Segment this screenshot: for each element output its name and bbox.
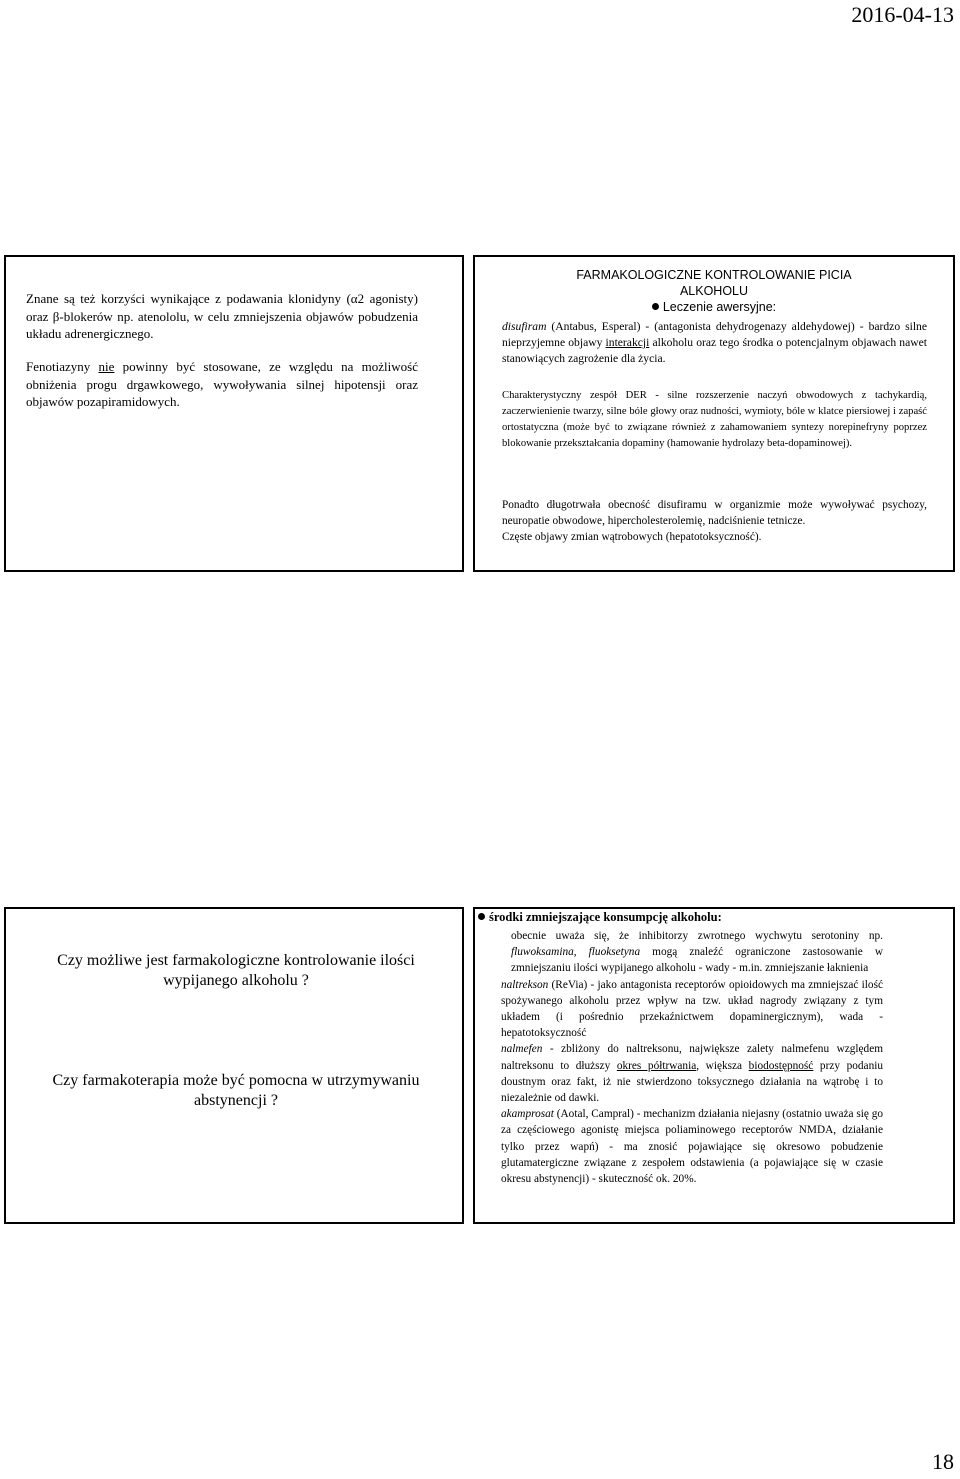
disulfiram-text-start: (Antabus, Esperal) - (antagonista dehydrogenazy aldehydowej) - bardzo silne nieprzyjemne objawy <box>502 320 927 349</box>
phenothiazines-text-start: Fenotiazyny <box>26 359 99 374</box>
nalmefene-text-mid: , większa <box>696 1059 749 1072</box>
nalmefene-text-start: - zbliżony do naltreksonu, największe zalety nalmefenu względem naltreksonu to dłuższy <box>501 1043 883 1072</box>
aversive-treatment-bullet <box>475 299 953 315</box>
print-date: 2016-04-13 <box>851 2 954 27</box>
naltrexone-paragraph <box>501 977 883 1042</box>
drug-name-fluoxetine: fluoksetyna <box>588 946 641 959</box>
ssri-paragraph <box>501 928 883 977</box>
phenothiazines-paragraph <box>26 358 418 411</box>
slide-title-line2: ALKOHOLU <box>679 284 749 298</box>
half-life-underlined: okres półtrwania <box>616 1059 697 1072</box>
drug-name-acamprosate: akamprosat <box>501 1108 554 1121</box>
drug-name-disulfiram: disufiram <box>502 320 547 333</box>
acamprosate-paragraph <box>501 1106 883 1187</box>
ssri-text-start: obecnie uważa się, że inhibitorzy zwrotnego wychwytu serotoniny np. <box>511 930 883 942</box>
naltrexone-text: (ReVia) - jako antagonista receptorów opioidowych ma zmniejszać ilość spożywanego alkoholu przez wpływ na tzw. układ nagrody związany z tym układem (i pośrednio przekaźnictwem dopaminergicznym), wada - hepatotoksyczność <box>501 978 883 1040</box>
der-syndrome-paragraph: Charakterystyczny zespół DER - silne rozszerzenie naczyń obwodowych z tachykardią, zaczerwienienie twarzy, silne bóle głowy oraz nudności, wymioty, bóle w klatce piersiowej i zapaść ortostatyczna (może być to związane również z zahamowaniem syntezy norepinefryny poprzez blokowanie przekształcania dopaminy (hamowanie hydrolazy beta-dopaminowej). <box>502 390 927 449</box>
slide-consumption-reducers <box>473 907 955 1224</box>
slide-title-line1: FARMAKOLOGICZNE KONTROLOWANIE PICIA <box>576 268 852 282</box>
disulfiram-text-end: alkoholu oraz tego środka o potencjalnym objawach nawet stanowiących zagrożenie dla życia. <box>502 336 927 365</box>
ssri-text-end: mogą znaleźć ograniczone zastosowanie w zmniejszaniu ilości wypijanego alkoholu - wady - m.in. zmniejszanie łaknienia <box>511 946 883 975</box>
drug-name-naltrexone: naltrekson <box>501 978 549 991</box>
page-number: 18 <box>932 1449 954 1474</box>
question-abstinence: Czy farmakoterapia może być pomocna w utrzymywaniu abstynencji ? <box>52 1072 420 1109</box>
heading-text: środki zmniejszające konsumpcję alkoholu: <box>489 910 722 924</box>
interaction-link[interactable]: interakcji <box>605 336 650 349</box>
drug-list <box>501 928 883 1187</box>
acamprosate-text: (Aotal, Campral) - mechanizm działania niejasny (ostatnio uważa się go za częściowego agonistę miejsca poliaminowego receptorów NMDA, działanie tylko przez wapń) - ma znosić pojawiające się okresowo pobudzenie glutamatergiczne związane z zespołem odstawienia (a pojawiające się w czasie okresu abstynencji) - skuteczność ok. 20%. <box>501 1108 883 1186</box>
slide-benefits-clonidine <box>4 255 464 572</box>
nalmefene-paragraph <box>501 1041 883 1106</box>
question-control: Czy możliwe jest farmakologiczne kontrolowanie ilości wypijanego alkoholu ? <box>57 952 415 989</box>
slide-pharmacological-control <box>473 255 955 572</box>
drug-name-fluvoxamine: fluwoksamina <box>511 946 574 959</box>
clonidine-paragraph: Znane są też korzyści wynikające z podawania klonidyny (α2 agonisty) oraz β-blokerów np. atenololu, w celu zmniejszenia objawów pobudzenia układu adrenergicznego. <box>26 291 418 341</box>
slide-heading <box>478 909 722 925</box>
nie-underlined: nie <box>98 359 115 374</box>
drug-name-nalmefene: nalmefen <box>501 1043 543 1056</box>
slide-questions <box>4 907 464 1224</box>
bullet-icon <box>652 303 659 310</box>
long-term-effects <box>502 497 927 545</box>
ssri-separator: , <box>573 946 589 959</box>
long-term-paragraph: Ponadto długotrwała obecność disufiramu w organizmie może wywoływać psychozy, neuropatie obwodowe, hipercholesterolemię, nadciśnienie tetnicze. <box>502 499 927 527</box>
hepatotoxicity-paragraph: Częste objawy zmian wątrobowych (hepatotoksyczność). <box>502 531 762 543</box>
aversive-treatment-label: Leczenie awersyjne: <box>662 300 777 314</box>
nalmefene-text-end: przy podaniu doustnym oraz fakt, iż nie stwierdzono toksycznego działania na wątrobę i to niezależnie od dawki. <box>501 1059 883 1105</box>
bullet-icon <box>478 913 485 920</box>
disulfiram-paragraph <box>502 319 927 367</box>
slide-title <box>475 267 953 315</box>
bioavailability-underlined: biodostępność <box>748 1059 814 1072</box>
phenothiazines-text-end: powinny być stosowane, ze względu na możliwość obniżenia progu drgawkowego, wywoływania silnej hipotensji oraz objawów pozapiramidowych. <box>26 359 418 409</box>
